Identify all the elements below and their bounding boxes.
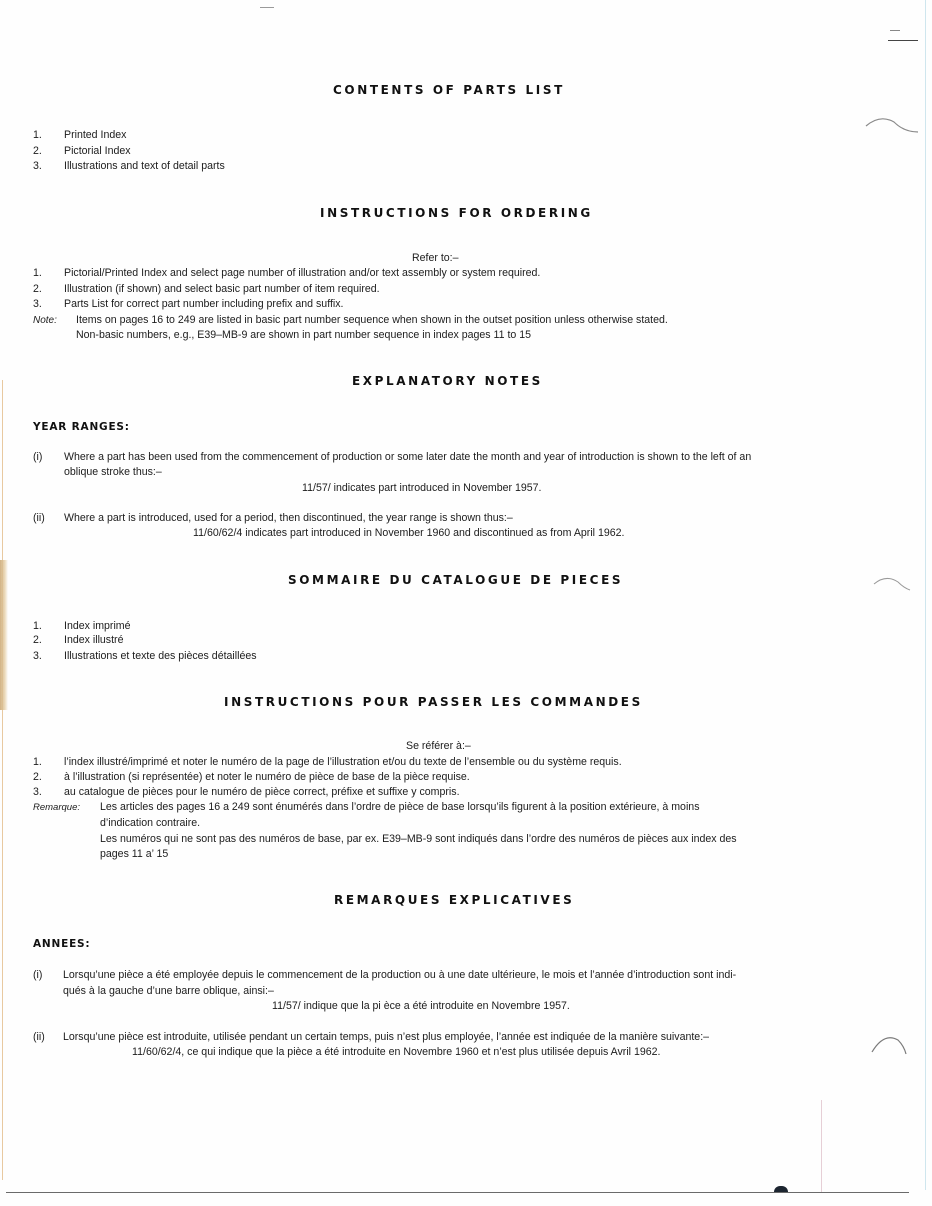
list-item (33, 620, 131, 633)
scan-curl-mark (860, 108, 930, 138)
subheading-annees: ANNEES: (33, 938, 91, 950)
item-text: au catalogue de pièces pour le numéro de pièce correct, préfixe et suffixe y compris. (64, 786, 460, 798)
item-text: Illustration (if shown) and select basic part number of item required. (64, 283, 380, 295)
list-item (33, 771, 470, 784)
note-item-line: Where a part is introduced, used for a period, then discontinued, the year range is shown thus:– (64, 512, 513, 524)
item-text: Index illustré (64, 634, 124, 646)
section-title-commandes: INSTRUCTIONS POUR PASSER LES COMMANDES (224, 695, 643, 709)
item-number: 2. (33, 283, 42, 295)
list-item (33, 160, 225, 173)
section-title-contents: CONTENTS OF PARTS LIST (333, 83, 565, 97)
note-example: 11/60/62/4, ce qui indique que la pièce a été introduite en Novembre 1960 et n’est plus utilisée depuis Avril 1962. (132, 1046, 661, 1058)
remark-line: pages 11 a’ 15 (100, 848, 169, 860)
scan-curl-mark (866, 1030, 916, 1060)
item-number: 3. (33, 650, 42, 662)
section-title-remarques: REMARQUES EXPLICATIVES (334, 893, 575, 907)
scan-edge-bottom (6, 1192, 909, 1193)
refer-to-label: Refer to:– (412, 252, 459, 264)
list-item (33, 786, 460, 799)
item-text: Illustrations et texte des pièces détaillées (64, 650, 257, 662)
note-item-line: oblique stroke thus:– (64, 466, 162, 478)
note-example: 11/57/ indicates part introduced in November 1957. (302, 482, 542, 494)
item-text: l’index illustré/imprimé et noter le numéro de la page de l’illustration et/ou du texte de l’ensemble ou du système requis. (64, 756, 622, 768)
note-item-line: qués à la gauche d’une barre oblique, ainsi:– (63, 985, 274, 997)
note-item-line: Lorsqu’une pièce a été employée depuis le commencement de la production ou à une date ultérieure, le mois et l’année d’introduction sont indi- (63, 969, 737, 981)
note-example: 11/57/ indique que la pi èce a été introduite en Novembre 1957. (272, 1000, 570, 1012)
scan-edge-left (2, 380, 3, 1180)
item-text: Pictorial/Printed Index and select page number of illustration and/or text assembly or system required. (64, 267, 541, 279)
section-title-sommaire: SOMMAIRE DU CATALOGUE DE PIECES (288, 573, 624, 587)
note-line: Items on pages 16 to 249 are listed in basic part number sequence when shown in the outset position unless otherwise stated. (76, 314, 668, 326)
scan-mark (890, 30, 900, 31)
item-text: Pictorial Index (64, 145, 131, 157)
remark-line: Les numéros qui ne sont pas des numéros de base, par ex. E39–MB-9 sont indiqués dans l’ordre des numéros de pièces aux index des (100, 833, 737, 845)
list-item (33, 298, 344, 311)
list-item (33, 129, 126, 142)
item-text: Printed Index (64, 129, 127, 141)
item-number: 3. (33, 298, 42, 310)
note-item-number: (i) (33, 451, 43, 463)
note-example: 11/60/62/4 indicates part introduced in November 1960 and discontinued as from April 1962. (193, 527, 625, 539)
item-text: Index imprimé (64, 620, 131, 632)
item-number: 2. (33, 771, 42, 783)
item-number: 1. (33, 267, 42, 279)
item-number: 3. (33, 786, 42, 798)
item-text: à l’illustration (si représentée) et noter le numéro de pièce de base de la pièce requise. (64, 771, 470, 783)
scan-mark (260, 7, 274, 8)
note-item-line: Lorsqu’une pièce est introduite, utilisée pendant un certain temps, puis n’est plus employée, l’année est indiquée de la manière suivante:– (63, 1031, 710, 1043)
item-number: 1. (33, 129, 42, 141)
list-item (33, 756, 622, 769)
scan-edge-right (925, 0, 926, 1190)
scan-ink-blob (774, 1186, 788, 1192)
item-number: 2. (33, 145, 42, 157)
refer-to-label: Se référer à:– (406, 740, 471, 752)
section-title-explanatory: EXPLANATORY NOTES (352, 374, 543, 388)
scan-stain (0, 560, 8, 710)
scan-mark (888, 40, 918, 41)
scan-curl-mark (870, 572, 920, 602)
item-number: 2. (33, 634, 42, 646)
item-text: Illustrations and text of detail parts (64, 160, 225, 172)
subheading-year-ranges: YEAR RANGES: (33, 421, 130, 433)
remark-line: Les articles des pages 16 a 249 sont énumérés dans l’ordre de pièce de base lorsqu’ils figurent à la position extérieure, à moins (100, 801, 700, 813)
note-item-number: (ii) (33, 1031, 45, 1043)
note-item-number: (ii) (33, 512, 45, 524)
note-label: Note: (33, 315, 57, 326)
note-line: Non-basic numbers, e.g., E39–MB-9 are shown in part number sequence in index pages 11 to 15 (76, 329, 532, 341)
note-item-line: Where a part has been used from the commencement of production or some later date the month and year of introduction is shown to the left of an (64, 451, 752, 463)
list-item (33, 650, 257, 663)
list-item (33, 634, 123, 647)
list-item (33, 145, 131, 158)
item-number: 3. (33, 160, 42, 172)
scan-line (821, 1100, 822, 1192)
item-number: 1. (33, 756, 42, 768)
remark-label: Remarque: (33, 802, 80, 813)
note-item-number: (i) (33, 969, 43, 981)
item-number: 1. (33, 620, 42, 632)
list-item (33, 267, 540, 280)
item-text: Parts List for correct part number including prefix and suffix. (64, 298, 344, 310)
remark-line: d’indication contraire. (100, 817, 201, 829)
list-item (33, 283, 380, 296)
section-title-ordering: INSTRUCTIONS FOR ORDERING (320, 206, 593, 220)
